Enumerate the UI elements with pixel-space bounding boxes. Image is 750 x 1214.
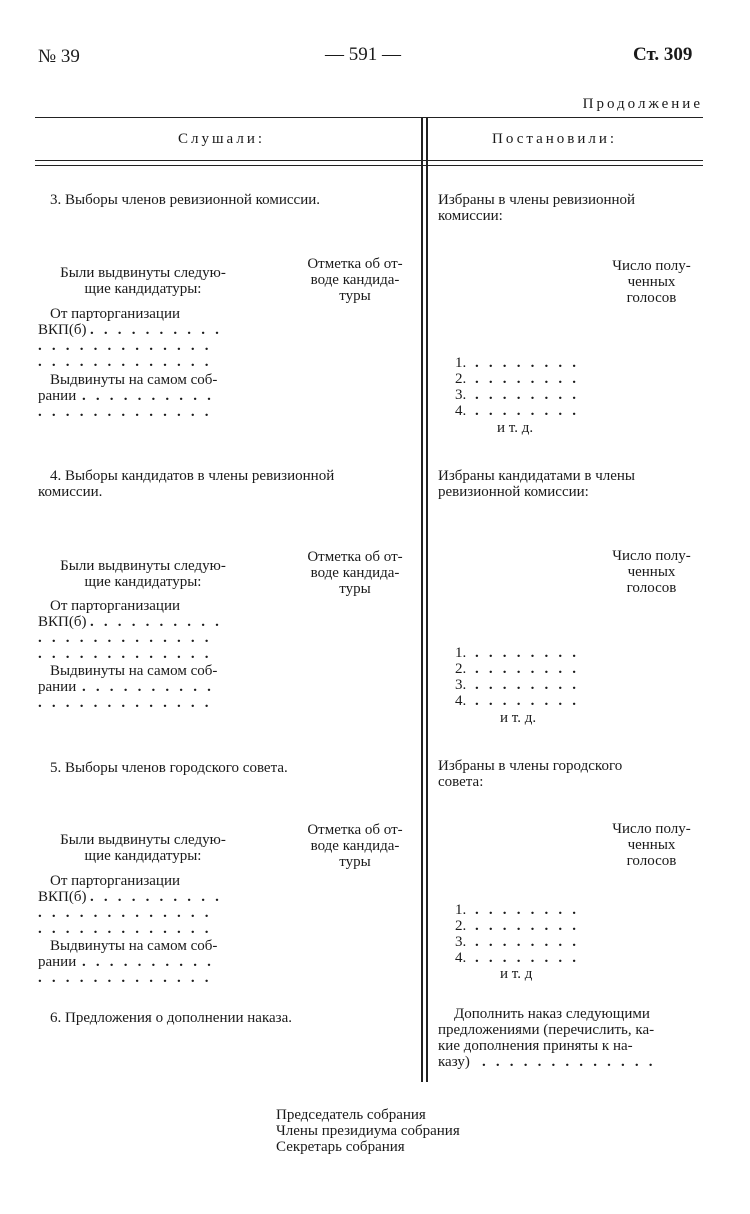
resolution-title: Избраны в члены ревизионной [438,192,636,208]
dot-leader: . . . . . . . . . . . . . [38,970,212,986]
dot-leader: . . . . . . . . [475,645,580,661]
section-title: 3. Выборы членов ревизионной комиссии. [50,192,321,208]
presidium-label: Члены президиума собрания [276,1123,460,1139]
votes-label: голосов [626,853,677,869]
from-floor-label: Выдвинуты на самом соб- [50,372,218,388]
proposals-title: 6. Предложения о дополнении наказа. [50,1010,293,1026]
resolution-title-cont: совета: [438,774,484,790]
dot-leader: . . . . . . . . [475,902,580,918]
dot-leader: . . . . . . . . [475,387,580,403]
dot-leader: . . . . . . . . . . [90,889,223,905]
dot-leader: . . . . . . . . . . . . . [38,338,212,354]
section-title-cont: комиссии. [38,484,103,500]
list-number: 4. [455,403,467,419]
votes-label: ченных [627,564,676,580]
list-number: 1. [455,902,467,918]
etc-label: и т. д. [500,710,537,726]
votes-label: ченных [627,837,676,853]
left-column-header: Слушали: [178,131,266,147]
rejection-label: Отметка об от- [307,256,403,272]
list-number: 4. [455,693,467,709]
list-number: 1. [455,645,467,661]
rejection-label: Отметка об от- [307,822,403,838]
resolution-title: Избраны кандидатами в члены [438,468,635,484]
list-number: 1. [455,355,467,371]
table-top-rule [35,117,703,118]
party-org-label: От парторганизации [50,306,181,322]
dot-leader: . . . . . . . . [475,677,580,693]
rejection-label: воде кандида- [310,565,400,581]
nominated-label-cont: щие кандидатуры: [84,281,202,297]
rejection-label: туры [339,854,371,870]
list-number: 3. [455,677,467,693]
votes-label: Число полу- [612,548,691,564]
dot-leader: . . . . . . . . . . . . . [38,646,212,662]
dot-leader: . . . . . . . . [475,661,580,677]
nominated-label: Были выдвинуты следую- [60,832,226,848]
list-number: 4. [455,950,467,966]
party-org-label: От парторганизации [50,873,181,889]
dot-leader: . . . . . . . . . . [90,322,223,338]
dot-leader: . . . . . . . . [475,934,580,950]
dot-leader: . . . . . . . . . . [82,388,215,404]
dot-leader: . . . . . . . . [475,693,580,709]
party-org-label: От парторганизации [50,598,181,614]
chairman-label: Председатель собрания [276,1107,426,1123]
continuation-label: Продолжение [582,96,703,112]
rejection-label: воде кандида- [310,838,400,854]
from-floor-label-cont: рании [38,388,77,404]
rejection-label: воде кандида- [310,272,400,288]
dot-leader: . . . . . . . . . . . . . [38,354,212,370]
dot-leader: . . . . . . . . . . [90,614,223,630]
dot-leader: . . . . . . . . [475,918,580,934]
proposals-resolution-cont: казу) [438,1054,470,1070]
from-floor-label: Выдвинуты на самом соб- [50,663,218,679]
column-divider-1 [421,117,423,1082]
rejection-label: туры [339,288,371,304]
list-number: 3. [455,387,467,403]
votes-label: Число полу- [612,258,691,274]
list-number: 2. [455,918,467,934]
from-floor-label-cont: рании [38,679,77,695]
section-title: 4. Выборы кандидатов в члены ревизионной [50,468,335,484]
rejection-label: Отметка об от- [307,549,403,565]
nominated-label-cont: щие кандидатуры: [84,574,202,590]
article-number: Ст. 309 [633,44,693,65]
list-number: 3. [455,934,467,950]
nominated-label-cont: щие кандидатуры: [84,848,202,864]
proposals-resolution-cont: предложениями (перечислить, ка- [438,1022,655,1038]
secretary-label: Секретарь собрания [276,1139,405,1155]
resolution-title-cont: комиссии: [438,208,503,224]
dot-leader: . . . . . . . . . . . . . [38,905,212,921]
issue-number: № 39 [38,46,80,67]
right-column-header: Постановили: [492,131,618,147]
dot-leader: . . . . . . . . . . . . . [38,404,212,420]
proposals-resolution: Дополнить наказ следующими [454,1006,650,1022]
dot-leader: . . . . . . . . [475,950,580,966]
dot-leader: . . . . . . . . . . [82,954,215,970]
page-number: — 591 — [325,44,401,65]
dot-leader: . . . . . . . . [475,403,580,419]
list-number: 2. [455,371,467,387]
dot-leader: . . . . . . . . . . . . . [38,921,212,937]
votes-label: голосов [626,290,677,306]
resolution-title: Избраны в члены городского [438,758,623,774]
party-org-label-cont: ВКП(б) [38,614,87,630]
from-floor-label: Выдвинуты на самом соб- [50,938,218,954]
dot-leader: . . . . . . . . [475,371,580,387]
party-org-label-cont: ВКП(б) [38,889,87,905]
resolution-title-cont: ревизионной комиссии: [438,484,589,500]
party-org-label-cont: ВКП(б) [38,322,87,338]
list-number: 2. [455,661,467,677]
from-floor-label-cont: рании [38,954,77,970]
section-title: 5. Выборы членов городского совета. [50,760,288,776]
table-header-rule-2 [35,165,703,166]
nominated-label: Были выдвинуты следую- [60,558,226,574]
dot-leader: . . . . . . . . . . . . . [38,630,212,646]
dot-leader: . . . . . . . . . . . . . [482,1054,656,1070]
votes-label: ченных [627,274,676,290]
proposals-resolution-cont: кие дополнения приняты к на- [438,1038,633,1054]
rejection-label: туры [339,581,371,597]
dot-leader: . . . . . . . . [475,355,580,371]
column-divider-2 [426,117,428,1082]
etc-label: и т. д [500,966,533,982]
dot-leader: . . . . . . . . . . [82,679,215,695]
votes-label: Число полу- [612,821,691,837]
table-header-rule-1 [35,160,703,161]
dot-leader: . . . . . . . . . . . . . [38,695,212,711]
etc-label: и т. д. [497,420,534,436]
votes-label: голосов [626,580,677,596]
nominated-label: Были выдвинуты следую- [60,265,226,281]
